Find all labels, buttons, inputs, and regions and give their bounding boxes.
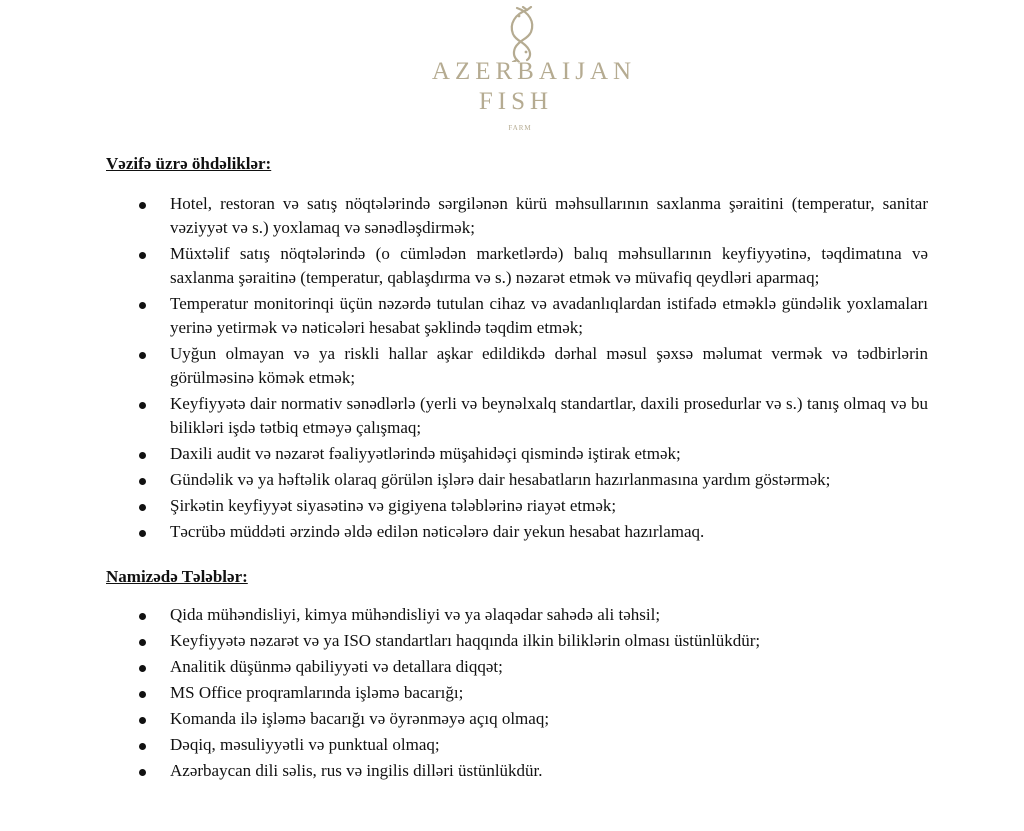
list-item-text: MS Office proqramlarında işləmə bacarığı; — [170, 683, 464, 702]
bullet-icon — [139, 452, 146, 459]
bullet-icon — [139, 402, 146, 409]
list-item — [106, 192, 928, 240]
list-item — [106, 707, 928, 730]
list-item-text: Uyğun olmayan və ya riskli hallar aşkar edildikdə dərhal məsul şəxsə məlumat vermək və tədbirlərin görülməsinə kömək etmək; — [170, 344, 928, 387]
list-item-text: Qida mühəndisliyi, kimya mühəndisliyi və ya əlaqədar sahədə ali təhsil; — [170, 605, 661, 624]
bullet-icon — [139, 504, 146, 511]
logo-wordmark-line2: FISH — [478, 88, 554, 115]
bullet-icon — [139, 202, 146, 209]
list-item — [106, 603, 928, 626]
bullet-icon — [139, 613, 146, 620]
twin-fish-emblem-icon — [497, 6, 547, 62]
bullet-icon — [139, 478, 146, 485]
requirements-heading: Namizədə Tələblər: — [106, 567, 248, 586]
list-item-text: Hotel, restoran və satış nöqtələrində sərgilənən kürü məhsullarının saxlanma şəraitini (temperatur, sanitar vəziyyət və s.) yoxlamaq və sənədləşdirmək; — [170, 194, 928, 237]
list-item — [106, 733, 928, 756]
bullet-icon — [139, 665, 146, 672]
list-item-text: Gündəlik və ya həftəlik olaraq görülən işlərə dair hesabatların hazırlanmasına yardım göstərmək; — [170, 470, 831, 489]
logo-wordmark-line3: FARM — [508, 124, 532, 132]
list-item — [106, 494, 928, 518]
list-item-text: Daxili audit və nəzarət fəaliyyətlərində müşahidəçi qismində iştirak etmək; — [170, 444, 681, 463]
list-item — [106, 342, 928, 390]
bullet-icon — [139, 252, 146, 259]
bullet-icon — [139, 769, 146, 776]
list-item — [106, 655, 928, 678]
document-body — [106, 153, 928, 785]
list-item-text: Komanda ilə işləmə bacarığı və öyrənməyə açıq olmaq; — [170, 709, 550, 728]
bullet-icon — [139, 530, 146, 537]
logo-wordmark-line1: AZERBAIJAN — [431, 58, 637, 85]
bullet-icon — [139, 691, 146, 698]
list-item-text: Şirkətin keyfiyyət siyasətinə və gigiyena tələblərinə riayət etmək; — [170, 496, 617, 515]
list-item-text: Analitik düşünmə qabiliyyəti və detallara diqqət; — [170, 657, 503, 676]
list-item — [106, 681, 928, 704]
list-item-text: Azərbaycan dili səlis, rus və ingilis dilləri üstünlükdür. — [170, 761, 543, 780]
list-item — [106, 629, 928, 652]
list-item — [106, 292, 928, 340]
list-item-text: Təcrübə müddəti ərzində əldə edilən nəticələrə dair yekun hesabat hazırlamaq. — [170, 522, 705, 541]
bullet-icon — [139, 717, 146, 724]
list-item — [106, 242, 928, 290]
bullet-icon — [139, 352, 146, 359]
list-item-text: Temperatur monitorinqi üçün nəzərdə tutulan cihaz və avadanlıqlardan istifadə etməklə gündəlik yoxlamaları yerinə yetirmək və nəticələri hesabat şəklində təqdim etmək; — [170, 294, 928, 337]
list-item — [106, 759, 928, 782]
list-item-text: Müxtəlif satış nöqtələrində (o cümlədən marketlərdə) balıq məhsullarının keyfiyyətinə, təqdimatına və saxlanma şəraitinə (temperatur, qablaşdırma və s.) nəzarət etmək və müvafiq qeydləri aparmaq; — [170, 244, 928, 287]
bullet-icon — [139, 302, 146, 309]
company-logo — [0, 0, 1024, 140]
bullet-icon — [139, 743, 146, 750]
requirements-list — [106, 603, 928, 782]
duties-heading: Vəzifə üzrə öhdəliklər: — [106, 154, 272, 173]
list-item — [106, 442, 928, 466]
duties-list — [106, 192, 928, 544]
list-item — [106, 520, 928, 544]
bullet-icon — [139, 639, 146, 646]
list-item-text: Keyfiyyətə nəzarət və ya ISO standartları haqqında ilkin biliklərin olması üstünlükdür; — [170, 631, 761, 650]
list-item — [106, 392, 928, 440]
list-item-text: Dəqiq, məsuliyyətli və punktual olmaq; — [170, 735, 440, 754]
list-item-text: Keyfiyyətə dair normativ sənədlərlə (yerli və beynəlxalq standartlar, daxili prosedurlar və s.) tanış olmaq və bu bilikləri işdə tətbiq etməyə çalışmaq; — [170, 394, 928, 437]
list-item — [106, 468, 928, 492]
